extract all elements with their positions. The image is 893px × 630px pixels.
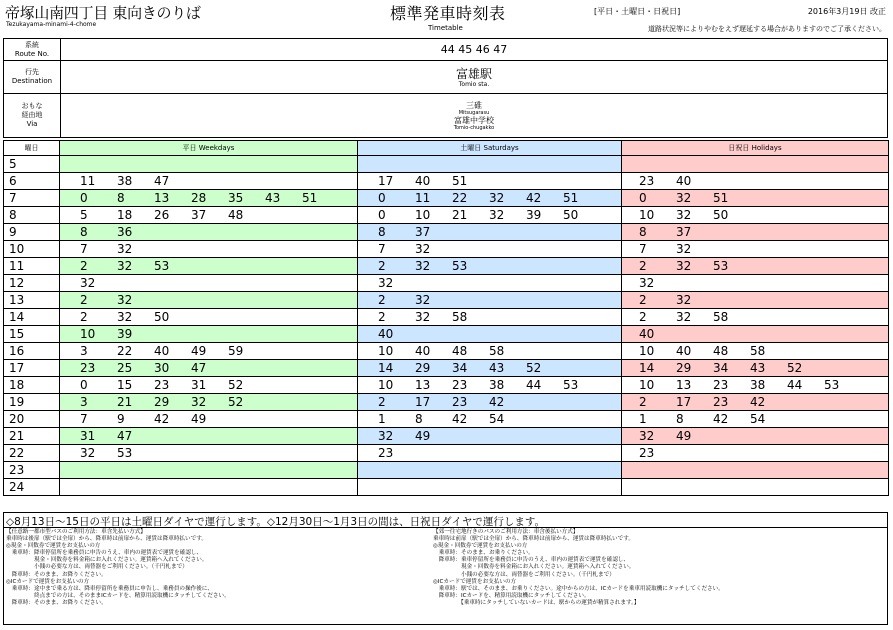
departure-minute: 52 [228, 378, 244, 392]
hour-cell: 13 [4, 292, 60, 309]
hour-row [4, 445, 889, 462]
departure-minute: 2 [378, 395, 386, 409]
hour-row [4, 462, 889, 479]
weekday-minutes-cell [60, 173, 358, 190]
departure-minute: 34 [452, 361, 468, 375]
fare-instructions-prepay: 【任意路一都市型バスのご利用方法：車含先払い方式】 乗車時は後扉（駅では全扉）から、降車時は前扉から、運賃は降車時払いです。 ◎現金・回数券で運賃をお支払いの方 乗車時：降車停留所を乗務員に申告のうえ、車内の運賃表で運賃を確認し、 現金・回数券を料金箱にお入れください。運賃箱へ入れてください。 小銭の必要な方は、両替器をご利用ください。（千円札まで） 降車時：そのまま、お降りください。 ◎ICカードで運賃をお支払いの方 乗車時：途中まで乗る方は、降車停留所を乗務員に申告し、乗務員の操作後に、 終点までの方は、そのままICカードを、精算用読取機にタッチしてください。 降車時：そのまま、お降りください。 [6, 529, 230, 606]
departure-minute: 37 [676, 225, 692, 239]
departure-minute: 8 [80, 225, 88, 239]
departure-minute: 49 [415, 429, 431, 443]
hour-cell: 10 [4, 241, 60, 258]
hour-cell: 14 [4, 309, 60, 326]
holiday-minutes-cell [622, 394, 889, 411]
departure-minute: 8 [676, 412, 684, 426]
hour-cell: 6 [4, 173, 60, 190]
hour-cell: 23 [4, 462, 60, 479]
hour-cell: 22 [4, 445, 60, 462]
weekday-minutes-cell [60, 462, 358, 479]
departure-minute: 17 [676, 395, 692, 409]
header [0, 0, 893, 38]
hour-row [4, 275, 889, 292]
departure-minute: 35 [228, 191, 244, 205]
departure-minute: 43 [750, 361, 766, 375]
departure-minute: 58 [452, 310, 468, 324]
hour-row [4, 428, 889, 445]
departure-minute: 2 [639, 310, 647, 324]
departure-minute: 58 [750, 344, 766, 358]
holiday-column-header: 日祝日 Holidays [622, 141, 889, 156]
weekday-minutes-cell [60, 428, 358, 445]
weekday-minutes-cell [60, 309, 358, 326]
departure-minute: 14 [639, 361, 655, 375]
weekday-minutes-cell [60, 394, 358, 411]
holiday-minutes-cell [622, 326, 889, 343]
hour-cell: 19 [4, 394, 60, 411]
hour-cell: 21 [4, 428, 60, 445]
saturday-minutes-cell [358, 411, 622, 428]
departure-minute: 1 [639, 412, 647, 426]
saturday-minutes-cell [358, 377, 622, 394]
revision-date: 2016年3月19日 改正 [807, 7, 886, 16]
hour-cell: 12 [4, 275, 60, 292]
departure-minute: 21 [117, 395, 133, 409]
departure-minute: 58 [713, 310, 729, 324]
departure-minute: 22 [117, 344, 133, 358]
fare-instructions [4, 527, 887, 626]
departure-minute: 48 [713, 344, 729, 358]
departure-minute: 31 [80, 429, 96, 443]
departure-minute: 32 [676, 242, 692, 256]
departure-minute: 28 [191, 191, 207, 205]
departure-minute: 43 [489, 361, 505, 375]
departure-minute: 42 [154, 412, 170, 426]
weekday-minutes-cell [60, 292, 358, 309]
departure-minute: 47 [154, 174, 170, 188]
destination-jp: 富雄駅 [455, 66, 492, 81]
departure-minute: 50 [563, 208, 579, 222]
hour-row [4, 479, 889, 496]
hour-row [4, 173, 889, 190]
via-stop-1-jp: 三碓 [466, 100, 482, 110]
departure-minute: 32 [117, 259, 133, 273]
hour-cell: 8 [4, 207, 60, 224]
departure-minute: 21 [452, 208, 468, 222]
departure-minute: 7 [378, 242, 386, 256]
hour-cell: 16 [4, 343, 60, 360]
route-label-jp: 系統 [25, 40, 39, 49]
departure-minute: 8 [415, 412, 423, 426]
departure-minute: 0 [80, 191, 88, 205]
via-stop-2-en: Tomio-chugakko [453, 124, 495, 131]
departure-minute: 32 [489, 208, 505, 222]
departure-minute: 17 [415, 395, 431, 409]
saturday-minutes-cell [358, 275, 622, 292]
hour-cell: 17 [4, 360, 60, 377]
departure-minute: 23 [639, 174, 655, 188]
hour-cell: 5 [4, 156, 60, 173]
departure-minute: 49 [191, 344, 207, 358]
departure-minute: 42 [452, 412, 468, 426]
departure-minute: 5 [80, 208, 88, 222]
departure-minute: 38 [117, 174, 133, 188]
weekday-minutes-cell [60, 445, 358, 462]
hour-row [4, 411, 889, 428]
departure-minute: 49 [191, 412, 207, 426]
holiday-minutes-cell [622, 258, 889, 275]
departure-minute: 32 [117, 242, 133, 256]
departure-minute: 32 [676, 191, 692, 205]
departure-minute: 30 [154, 361, 170, 375]
departure-minute: 23 [80, 361, 96, 375]
departure-minute: 29 [676, 361, 692, 375]
departure-minute: 52 [526, 361, 542, 375]
departure-minute: 23 [154, 378, 170, 392]
departure-minute: 51 [302, 191, 318, 205]
holiday-minutes-cell [622, 309, 889, 326]
hour-column-header: 曜日 [4, 141, 60, 156]
departure-minute: 32 [676, 259, 692, 273]
weekday-column-header: 平日 Weekdays [60, 141, 358, 156]
departure-minute: 40 [415, 174, 431, 188]
holiday-minutes-cell [622, 462, 889, 479]
departure-minute: 11 [80, 174, 96, 188]
departure-minute: 13 [676, 378, 692, 392]
departure-minute: 32 [80, 276, 96, 290]
departure-minute: 8 [117, 191, 125, 205]
route-label [4, 39, 61, 61]
saturday-minutes-cell [358, 309, 622, 326]
hour-row [4, 360, 889, 377]
departure-minute: 32 [676, 293, 692, 307]
departure-minute: 32 [415, 242, 431, 256]
departure-minute: 7 [639, 242, 647, 256]
departure-minute: 2 [80, 293, 88, 307]
destination-label-jp: 行先 [25, 68, 39, 76]
via-label [4, 94, 61, 138]
departure-minute: 53 [117, 446, 133, 460]
departure-minute: 23 [639, 446, 655, 460]
departure-minute: 2 [639, 293, 647, 307]
weekday-minutes-cell [60, 224, 358, 241]
hour-cell: 15 [4, 326, 60, 343]
weekday-minutes-cell [60, 343, 358, 360]
hour-row [4, 258, 889, 275]
weekday-minutes-cell [60, 326, 358, 343]
departure-minute: 2 [378, 310, 386, 324]
hour-row [4, 326, 889, 343]
departure-minute: 17 [378, 174, 394, 188]
holiday-minutes-cell [622, 207, 889, 224]
saturday-minutes-cell [358, 343, 622, 360]
special-schedule-notice: ◇8月13日～15日の平日は土曜日ダイヤで運行します。◇12月30日～1月3日の間は、日祝日ダイヤで運行します。 [6, 516, 546, 528]
departure-minute: 0 [639, 191, 647, 205]
departure-minute: 52 [228, 395, 244, 409]
route-numbers: 44 45 46 47 [61, 39, 888, 61]
departure-minute: 51 [713, 191, 729, 205]
hour-row [4, 394, 889, 411]
departure-minute: 42 [750, 395, 766, 409]
departure-minute: 58 [489, 344, 505, 358]
departure-minute: 22 [452, 191, 468, 205]
departure-minute: 18 [117, 208, 133, 222]
delay-notice: 道路状況等によりやむをえず遅延する場合がありますのでご了承ください。 [648, 25, 886, 33]
hour-cell: 24 [4, 479, 60, 496]
departure-minute: 39 [526, 208, 542, 222]
departure-minute: 31 [191, 378, 207, 392]
departure-minute: 54 [750, 412, 766, 426]
departure-minute: 59 [228, 344, 244, 358]
departure-minute: 34 [713, 361, 729, 375]
hour-cell: 11 [4, 258, 60, 275]
departure-minute: 40 [415, 344, 431, 358]
departure-minute: 32 [639, 276, 655, 290]
saturday-minutes-cell [358, 428, 622, 445]
departure-minute: 38 [750, 378, 766, 392]
departure-minute: 10 [639, 344, 655, 358]
saturday-minutes-cell [358, 224, 622, 241]
departure-minute: 32 [415, 259, 431, 273]
holiday-minutes-cell [622, 445, 889, 462]
departure-minute: 15 [117, 378, 133, 392]
hour-row [4, 224, 889, 241]
holiday-minutes-cell [622, 173, 889, 190]
departure-minute: 44 [787, 378, 803, 392]
weekday-minutes-cell [60, 479, 358, 496]
departure-minute: 32 [117, 310, 133, 324]
weekday-minutes-cell [60, 190, 358, 207]
weekday-minutes-cell [60, 156, 358, 173]
holiday-minutes-cell [622, 377, 889, 394]
departure-minute: 29 [415, 361, 431, 375]
departure-minute: 53 [713, 259, 729, 273]
departure-minute: 43 [265, 191, 281, 205]
departure-minute: 42 [489, 395, 505, 409]
departure-minute: 14 [378, 361, 394, 375]
departure-minute: 10 [378, 344, 394, 358]
departure-minute: 32 [378, 429, 394, 443]
weekday-minutes-cell [60, 411, 358, 428]
departure-minute: 32 [415, 293, 431, 307]
departure-minute: 36 [117, 225, 133, 239]
departure-minute: 32 [639, 429, 655, 443]
departure-minute: 10 [639, 378, 655, 392]
stop-name: 帝塚山南四丁目 東向きのりば [5, 4, 201, 22]
weekday-minutes-cell [60, 241, 358, 258]
departure-minute: 13 [415, 378, 431, 392]
departure-minute: 0 [378, 208, 386, 222]
holiday-minutes-cell [622, 275, 889, 292]
departure-minute: 40 [676, 174, 692, 188]
hour-cell: 18 [4, 377, 60, 394]
fare-instructions-postpay: 【郊一往宅地行きのバスのご利用方法：車含後払い方式】 乗車時は前扉（駅では全扉）から、降車時は前扉から、運賃は降車時払いです。 ◎現金・回数券で運賃をお支払いの方 乗車時：そのまま、お乗りください。 降車時：乗車停留所を乗務員に申告のうえ、車内の運賃表で運賃を確認し、 現金・回数券を料金箱にお入れください。運賃箱へ入れてください。 小銭の必要な方は、両替器をご利用ください。（千円札まで） ◎ICカードで運賃をお支払いの方 乗車時：駅では、そのまま、お乗りください。途中からの方は、ICカードを乗車用読取機にタッチしてください。 降車時：ICカードを、精算用読取機にタッチしてください。 【乗車時にタッチしていないカードは、駅からの運賃が精算されます。】 [433, 529, 724, 606]
departure-minute: 50 [154, 310, 170, 324]
departure-minute: 32 [378, 276, 394, 290]
saturday-minutes-cell [358, 394, 622, 411]
departure-minute: 10 [80, 327, 96, 341]
departure-minute: 48 [452, 344, 468, 358]
via-label-en: Via [26, 120, 38, 128]
saturday-column-header: 土曜日 Saturdays [358, 141, 622, 156]
departure-minute: 0 [80, 378, 88, 392]
hour-cell: 20 [4, 411, 60, 428]
holiday-minutes-cell [622, 479, 889, 496]
day-types-label: [平日・土曜日・日祝日] [594, 7, 681, 16]
departure-minute: 53 [154, 259, 170, 273]
departure-table [3, 140, 889, 496]
saturday-minutes-cell [358, 173, 622, 190]
departure-minute: 3 [80, 344, 88, 358]
saturday-minutes-cell [358, 190, 622, 207]
departure-minute: 37 [415, 225, 431, 239]
saturday-minutes-cell [358, 445, 622, 462]
page-title: 標準発車時刻表 [390, 4, 506, 23]
departure-minute: 13 [154, 191, 170, 205]
departure-minute: 23 [713, 395, 729, 409]
departure-minute: 2 [639, 395, 647, 409]
departure-minute: 2 [80, 310, 88, 324]
departure-minute: 48 [228, 208, 244, 222]
holiday-minutes-cell [622, 190, 889, 207]
via-label-jp: おもな 経由地 [21, 102, 43, 119]
departure-minute: 2 [80, 259, 88, 273]
departure-minute: 42 [713, 412, 729, 426]
departure-minute: 23 [713, 378, 729, 392]
holiday-minutes-cell [622, 360, 889, 377]
departure-minute: 7 [80, 412, 88, 426]
hour-row [4, 190, 889, 207]
hour-row [4, 207, 889, 224]
departure-minute: 52 [787, 361, 803, 375]
departure-minute: 40 [676, 344, 692, 358]
destination-label-en: Destination [11, 77, 53, 85]
holiday-minutes-cell [622, 343, 889, 360]
departure-minute: 11 [415, 191, 431, 205]
departure-minute: 2 [378, 293, 386, 307]
departure-minute: 8 [378, 225, 386, 239]
saturday-minutes-cell [358, 360, 622, 377]
departure-minute: 32 [191, 395, 207, 409]
saturday-minutes-cell [358, 156, 622, 173]
weekday-minutes-cell [60, 377, 358, 394]
hour-row [4, 309, 889, 326]
departure-minute: 23 [378, 446, 394, 460]
departure-minute: 23 [452, 395, 468, 409]
departure-minute: 32 [676, 310, 692, 324]
departure-minute: 54 [489, 412, 505, 426]
via-stops [61, 94, 888, 138]
departure-rows [4, 156, 889, 496]
hour-row [4, 292, 889, 309]
hour-row [4, 156, 889, 173]
departure-minute: 32 [415, 310, 431, 324]
weekday-minutes-cell [60, 275, 358, 292]
page-subtitle: Timetable [428, 24, 463, 32]
destination-value [61, 61, 888, 94]
hour-row [4, 343, 889, 360]
departure-minute: 32 [80, 446, 96, 460]
departure-minute: 44 [526, 378, 542, 392]
holiday-minutes-cell [622, 241, 889, 258]
departure-minute: 8 [639, 225, 647, 239]
departure-minute: 42 [526, 191, 542, 205]
saturday-minutes-cell [358, 326, 622, 343]
departure-minute: 39 [117, 327, 133, 341]
hour-cell: 7 [4, 190, 60, 207]
holiday-minutes-cell [622, 428, 889, 445]
departure-minute: 32 [489, 191, 505, 205]
departure-minute: 50 [713, 208, 729, 222]
saturday-minutes-cell [358, 207, 622, 224]
departure-minute: 40 [378, 327, 394, 341]
footer [3, 512, 888, 625]
hour-row [4, 377, 889, 394]
destination-en: Tomio sta. [458, 80, 490, 88]
departure-minute: 32 [676, 208, 692, 222]
departure-minute: 47 [117, 429, 133, 443]
holiday-minutes-cell [622, 224, 889, 241]
destination-label [4, 61, 61, 94]
departure-minute: 40 [154, 344, 170, 358]
departure-minute: 10 [639, 208, 655, 222]
weekday-minutes-cell [60, 207, 358, 224]
departure-minute: 37 [191, 208, 207, 222]
route-label-en: Route No. [14, 49, 50, 58]
departure-minute: 32 [117, 293, 133, 307]
holiday-minutes-cell [622, 411, 889, 428]
departure-minute: 10 [378, 378, 394, 392]
holiday-minutes-cell [622, 292, 889, 309]
departure-minute: 47 [191, 361, 207, 375]
hour-cell: 9 [4, 224, 60, 241]
departure-minute: 25 [117, 361, 133, 375]
saturday-minutes-cell [358, 462, 622, 479]
departure-minute: 9 [117, 412, 125, 426]
departure-minute: 26 [154, 208, 170, 222]
hour-row [4, 241, 889, 258]
route-info-table [3, 38, 888, 138]
departure-minute: 1 [378, 412, 386, 426]
departure-minute: 3 [80, 395, 88, 409]
departure-minute: 53 [824, 378, 840, 392]
departure-minute: 29 [154, 395, 170, 409]
departure-minute: 0 [378, 191, 386, 205]
saturday-minutes-cell [358, 292, 622, 309]
via-stop-2-jp: 富雄中学校 [454, 115, 494, 125]
weekday-minutes-cell [60, 360, 358, 377]
departure-minute: 49 [676, 429, 692, 443]
via-stop-1-en: Mitsugarasu [458, 109, 490, 116]
departure-minute: 51 [452, 174, 468, 188]
departure-minute: 10 [415, 208, 431, 222]
departure-minute: 51 [563, 191, 579, 205]
saturday-minutes-cell [358, 479, 622, 496]
departure-minute: 7 [80, 242, 88, 256]
departure-minute: 2 [378, 259, 386, 273]
stop-name-roman: Tezukayama-minami-4-chome [6, 21, 97, 28]
departure-minute: 23 [452, 378, 468, 392]
departure-minute: 38 [489, 378, 505, 392]
weekday-minutes-cell [60, 258, 358, 275]
saturday-minutes-cell [358, 241, 622, 258]
saturday-minutes-cell [358, 258, 622, 275]
departure-minute: 53 [563, 378, 579, 392]
holiday-minutes-cell [622, 156, 889, 173]
departure-minute: 40 [639, 327, 655, 341]
departure-minute: 53 [452, 259, 468, 273]
departure-minute: 2 [639, 259, 647, 273]
